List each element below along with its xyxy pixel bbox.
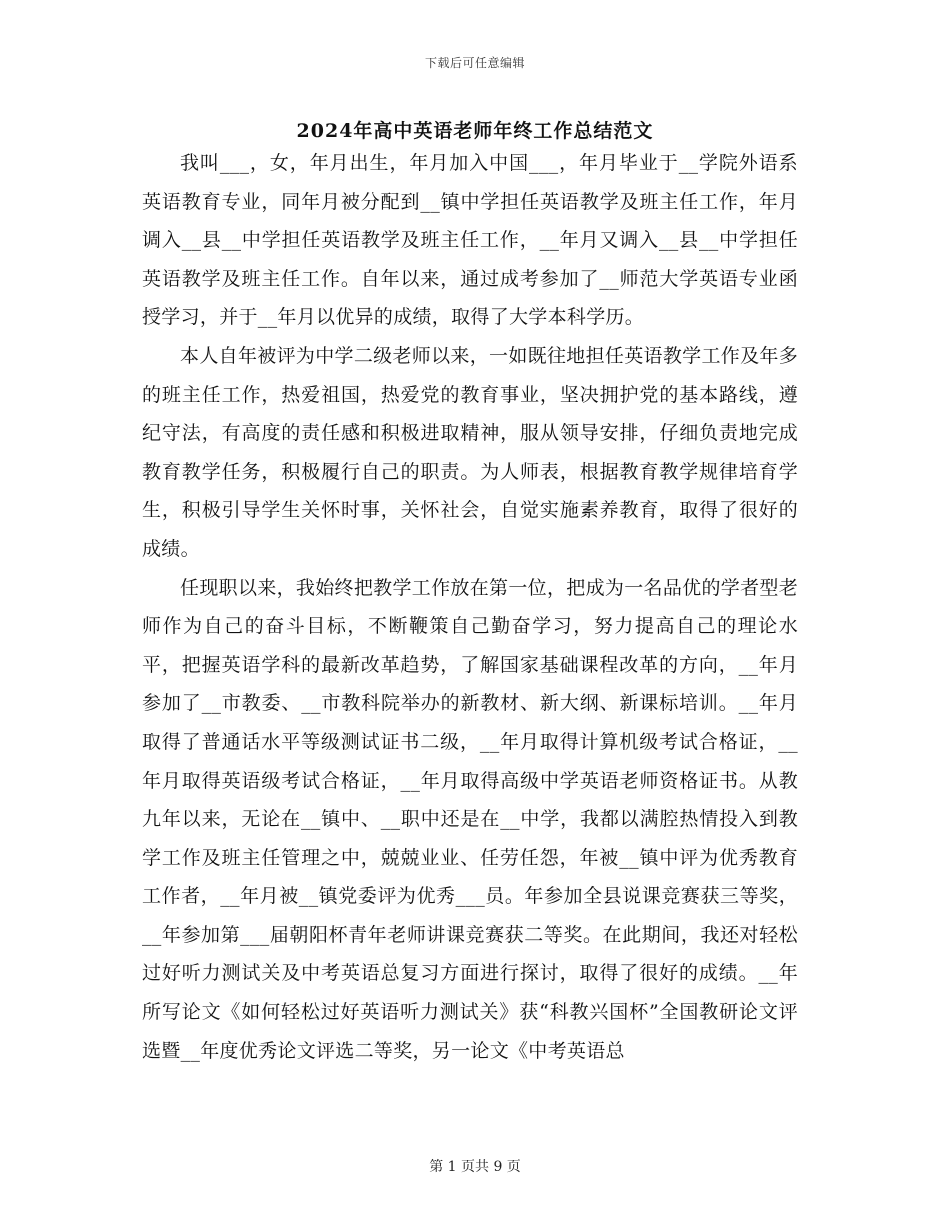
paragraph-achievements: 任现职以来，我始终把教学工作放在第一位，把成为一名品优的学者型老师作为自己的奋斗目标，不断鞭策自己勤奋学习，努力提高自己的理论水平，把握英语学科的最新改革趋势，了解国家基础课程改革的方向，__年月参加了__市教委、__市教科院举办的新教材、新大纲、新课标培训。__年月取得了普通话水平等级测试证书二级，__年月取得计算机级考试合格证，__年月取得英语级考试合格证，__年月取得高级中学英语老师资格证书。从教九年以来，无论在__镇中、__职中还是在__中学，我都以满腔热情投入到教学工作及班主任管理之中，兢兢业业、任劳任怨，年被__镇中评为优秀教育工作者，__年月被__镇党委评为优秀___员。年参加全县说课竞赛获三等奖，__年参加第___届朝阳杯青年老师讲课竞赛获二等奖。在此期间，我还对轻松过好听力测试关及中考英语总复习方面进行探讨，取得了很好的成绩。__年所写论文《如何轻松过好英语听力测试关》获“科教兴国杯”全国教研论文评选暨__年度优秀论文评选二等奖，另一论文《中考英语总 bbox=[142, 576, 798, 1062]
paragraph-conduct: 本人自年被评为中学二级老师以来，一如既往地担任英语教学工作及年多的班主任工作，热爱祖国，热爱党的教育事业，坚决拥护党的基本路线，遵纪守法，有高度的责任感和积极进取精神，服从领导安排，仔细负责地完成教育教学任务，积极履行自己的职责。为人师表，根据教育教学规律培育学生，积极引导学生关怀时事，关怀社会，自觉实施素养教育，取得了很好的成绩。 bbox=[142, 344, 798, 560]
page-number: 第 1 页共 9 页 bbox=[429, 1159, 521, 1175]
document-title: 2024年高中英语老师年终工作总结范文 bbox=[296, 120, 654, 142]
download-editable-note: 下载后可任意编辑 bbox=[424, 56, 525, 70]
paragraph-intro: 我叫___，女，年月出生，年月加入中国___，年月毕业于__学院外语系英语教育专业，同年月被分配到__镇中学担任英语教学及班主任工作，年月调入__县__中学担任英语教学及班主任工作，__年月又调入__县__中学担任英语教学及班主任工作。自年以来，通过成考参加了__师范大学英语专业函授学习，并于__年月以优异的成绩，取得了大学本科学历。 bbox=[142, 152, 798, 329]
document-body bbox=[142, 144, 798, 1070]
